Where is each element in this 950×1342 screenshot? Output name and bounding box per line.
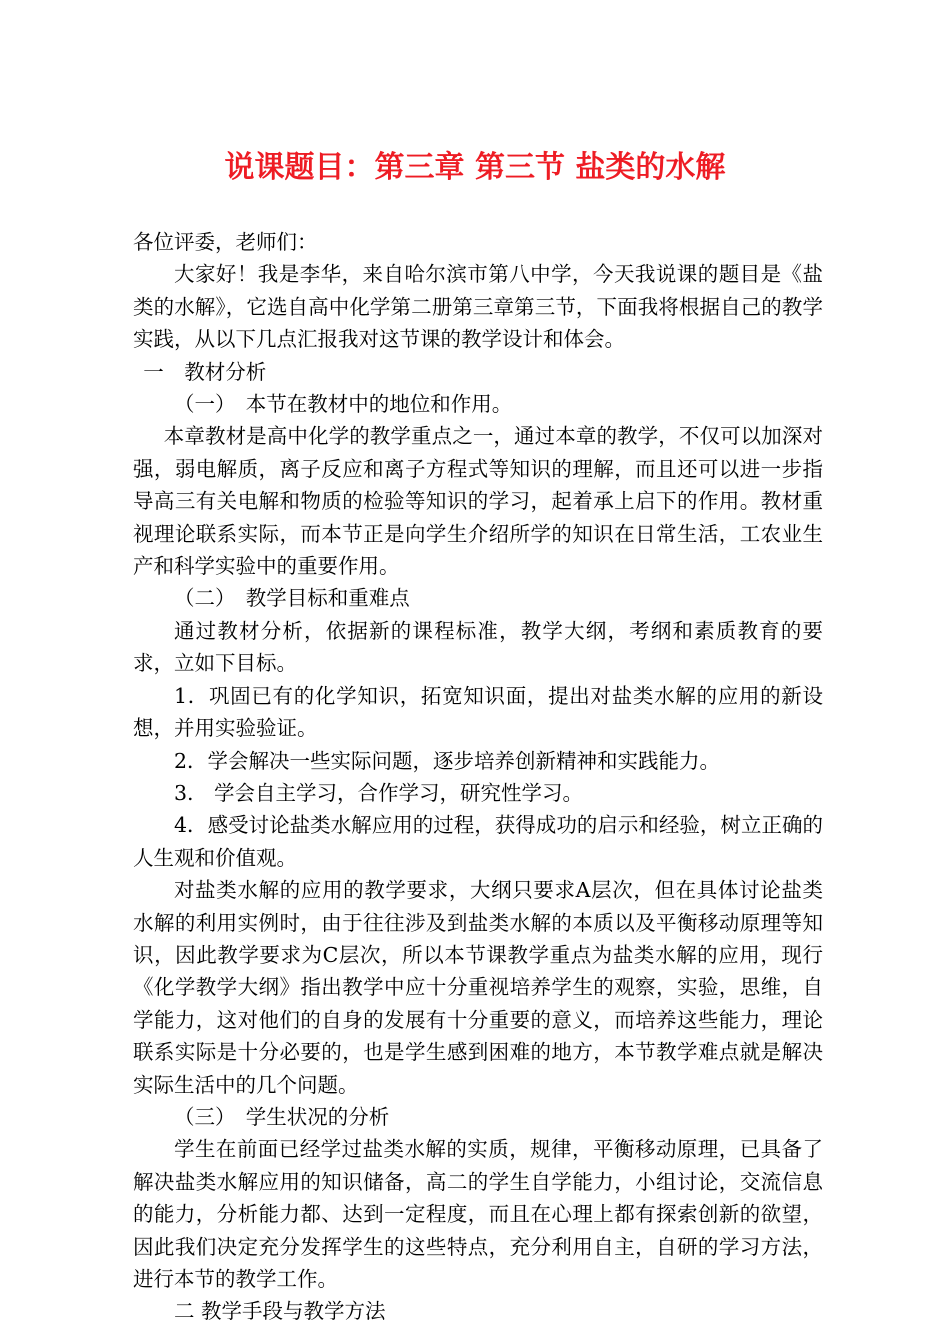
body-paragraph: 学生在前面已经学过盐类水解的实质，规律，平衡移动原理，已具备了解决盐类水解应用的知识储备，高二的学生自学能力，小组讨论，交流信息的能力，分析能力都、达到一定程度，而且在心理上都有探索创新的欲望，因此我们决定充分发挥学生的这些特点，充分利用自主，自研的学习方法，进行本节的教学工作。 (133, 1137, 823, 1291)
body-paragraph: 对盐类水解的应用的教学要求，大纲只要求A层次，但在具体讨论盐类水解的利用实例时，由于往往涉及到盐类水解的本质以及平衡移动原理等知识，因此教学要求为C层次，所以本节课教学重点为盐类水解的应用，现行《化学教学大纲》指出教学中应十分重视培养学生的观察，实验，思维，自学能力，这对他们的自身的发展有十分重要的意义，而培养这些能力，理论联系实际是十分必要的，也是学生感到困难的地方，本节教学难点就是解决实际生活中的几个问题。 (133, 878, 823, 1097)
list-item: 4．感受讨论盐类水解应用的过程，获得成功的启示和经验，树立正确的人生观和价值观。 (133, 813, 823, 870)
body-paragraph: 通过教材分析，依据新的课程标准，教学大纲，考纲和素质教育的要求，立如下目标。 (133, 618, 823, 676)
document-body (133, 226, 823, 1328)
subsection-heading-2: （二） 教学目标和重难点 (174, 586, 410, 611)
subsection-heading-1: （一） 本节在教材中的地位和作用。 (174, 392, 513, 417)
greeting-paragraph: 各位评委，老师们： (133, 230, 318, 254)
list-item: 1．巩固已有的化学知识，拓宽知识面，提出对盐类水解的应用的新设想，并用实验验证。 (133, 683, 823, 741)
list-item: 2．学会解决一些实际问题，逐步培养创新精神和实践能力。 (174, 748, 721, 773)
intro-paragraph: 大家好！我是李华，来自哈尔滨市第八中学，今天我说课的题目是《盐类的水解》，它选自高中化学第二册第三章第三节，下面我将根据自己的教学实践，从以下几点汇报我对这节课的教学设计和体会。 (133, 262, 823, 352)
list-item: 3. 学会自主学习，合作学习，研究性学习。 (174, 780, 584, 805)
section-heading-1: 一 教材分析 (143, 359, 267, 384)
section-heading-2: 二 教学手段与教学方法 (174, 1299, 386, 1324)
document-title: 说课题目：第三章 第三节 盐类的水解 (224, 150, 726, 185)
subsection-heading-3: （三） 学生状况的分析 (174, 1104, 390, 1129)
body-paragraph: 本章教材是高中化学的教学重点之一，通过本章的教学，不仅可以加深对强，弱电解质，离子反应和离子方程式等知识的理解，而且还可以进一步指导高三有关电解和物质的检验等知识的学习，起着承上启下的作用。教材重视理论联系实际，而本节正是向学生介绍所学的知识在日常生活，工农业生产和科学实验中的重要作用。 (133, 424, 823, 579)
